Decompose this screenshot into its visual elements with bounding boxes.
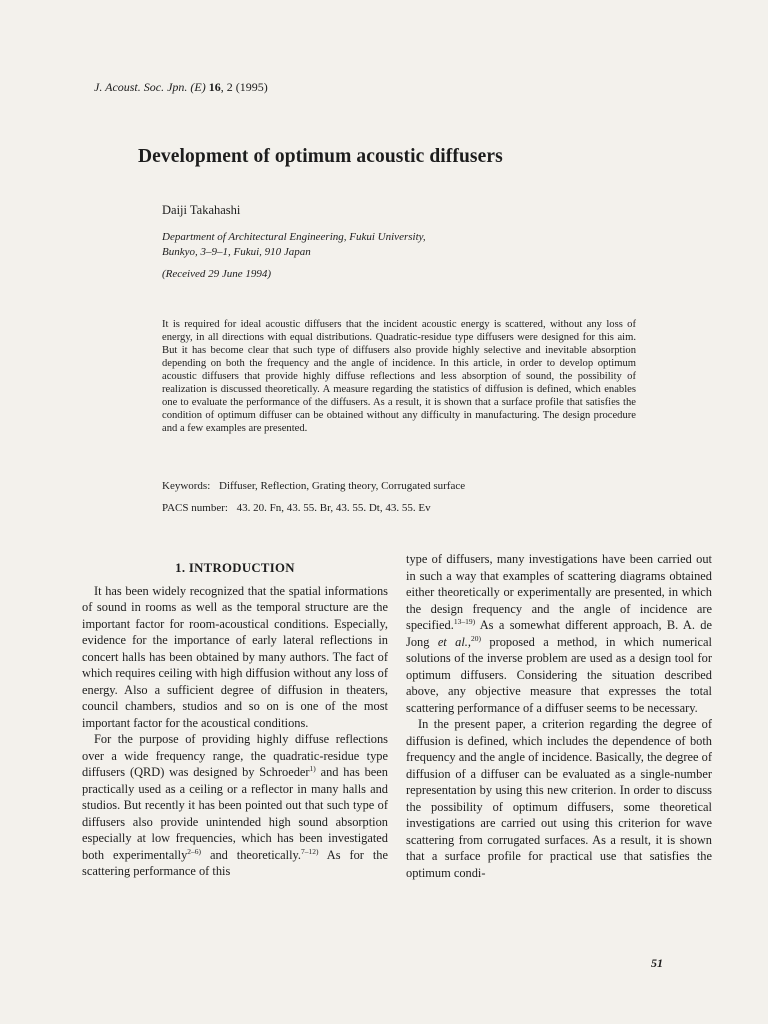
intro-paragraph-2	[82, 731, 388, 880]
journal-volume: 16	[208, 80, 221, 94]
reference-marker: 7–12)	[301, 846, 319, 856]
reference-marker: 2–6)	[187, 846, 202, 856]
paragraph-text: type of diffusers, many investigations have been carried out in such a way that examples of scattering diagrams obtained either theoretically or experimentally are presented, in which the design frequency and the angle of incidence are specified.	[406, 552, 712, 632]
received-date: (Received 29 June 1994)	[162, 268, 272, 280]
page-number: 51	[651, 956, 663, 970]
section-heading: 1. INTRODUCTION	[175, 561, 295, 575]
paragraph-text: For the purpose of providing highly diffuse reflections over a wide frequency range, the quadratic-residue type diffusers (QRD) was designed by Schroeder	[82, 732, 388, 779]
abstract: It is required for ideal acoustic diffusers that the incident acoustic energy is scattered, without any loss of energy, in all directions with equal distributions. Quadratic-residue type diffusers were designed for this aim. But it has become clear that such type of diffusers also provide highly selective and inevitable absorption depending on both the frequency and the angle of incidence. In this article, in order to develop optimum acoustic diffusers that provide highly diffuse reflections and less absorption of sound, the possibility of realization is discussed theoretically. A measure regarding the statistics of diffusion is defined, which enables one to evaluate the performance of the diffusers. As a result, it is shown that a surface profile that satisfies the condition of optimum diffuser can be obtained without any difficulty in manufacturing. The design procedure and a few examples are presented.	[162, 319, 636, 434]
intro-paragraph-4: In the present paper, a criterion regarding the degree of diffusion is defined, which includes the dependence of both frequency and the angle of incidence. Basically, the degree of diffusion of a diffuser can be evaluated as a single-number representation by using this new criterion. In order to discuss the possibility of optimum diffusers, some theoretical investigations are carried out using this criterion for wave scattering from corrugated surfaces. As a result, it is shown that a surface profile for practical use that satisfies the optimum condi-	[406, 717, 712, 880]
paragraph-text: and theoretically.	[201, 847, 302, 862]
journal-year: (1995)	[235, 80, 268, 94]
paper-title: Development of optimum acoustic diffusers	[138, 146, 503, 167]
keywords-value: Diffuser, Reflection, Grating theory, Corrugated surface	[219, 480, 466, 492]
affiliation-line-2: Bunkyo, 3–9–1, Fukui, 910 Japan	[162, 246, 311, 258]
et-al-text: et al.,	[437, 634, 471, 649]
keywords-label: Keywords:	[162, 480, 211, 492]
paragraph-text: proposed a method, in which numerical solutions of the inverse problem are used as a design tool for optimum diffusers. Considering the situation described above, any objective measure that expresses the total scattering performance of a diffuser seems to be necessary.	[406, 634, 712, 715]
journal-issue: 2	[226, 80, 233, 94]
paragraph-text: As for the scattering performance of this	[82, 847, 388, 878]
reference-marker: 13–19)	[453, 616, 476, 626]
reference-marker: 20)	[470, 633, 481, 643]
journal-name: J. Acoust. Soc. Jpn. (E)	[94, 80, 206, 94]
pacs-label: PACS number:	[162, 502, 228, 514]
left-column	[82, 560, 388, 880]
paragraph-text: As a somewhat different approach, B. A. de Jong	[406, 618, 712, 649]
right-column	[406, 551, 712, 881]
affiliation-line-1: Department of Architectural Engineering, Fukui University,	[162, 231, 426, 243]
pacs-value: 43. 20. Fn, 43. 55. Br, 43. 55. Dt, 43. 55. Ev	[236, 502, 431, 514]
pacs-line	[162, 502, 431, 514]
keywords-line	[162, 480, 465, 492]
journal-citation: J. Acoust. Soc. Jpn. (E) 16, 2 (1995)	[94, 80, 268, 94]
intro-paragraph-3	[406, 551, 712, 716]
author-affiliation	[162, 230, 426, 260]
intro-paragraph-1: It has been widely recognized that the spatial informations of sound in rooms as well as the temporal structure are the important factor for room-acoustical conditions. Especially, evidence for the importance of early lateral reflections in concert halls has been obtained by many authors. The fact of which requires ceiling with high diffusion without any loss of energy. Also a sufficient degree of diffusion in theaters, council chambers, studios and so on is one of the most important factor for the acoustical conditions.	[82, 583, 388, 730]
author-name: Daiji Takahashi	[162, 203, 241, 217]
paragraph-text: and has been practically used as a ceiling or a reflector in many halls and studios. But recently it has been pointed out that such type of diffusers also provide unintended high sound absorption especially at low frequencies, which has been investigated both experimentally	[82, 765, 389, 862]
reference-marker: 1)	[309, 763, 316, 773]
